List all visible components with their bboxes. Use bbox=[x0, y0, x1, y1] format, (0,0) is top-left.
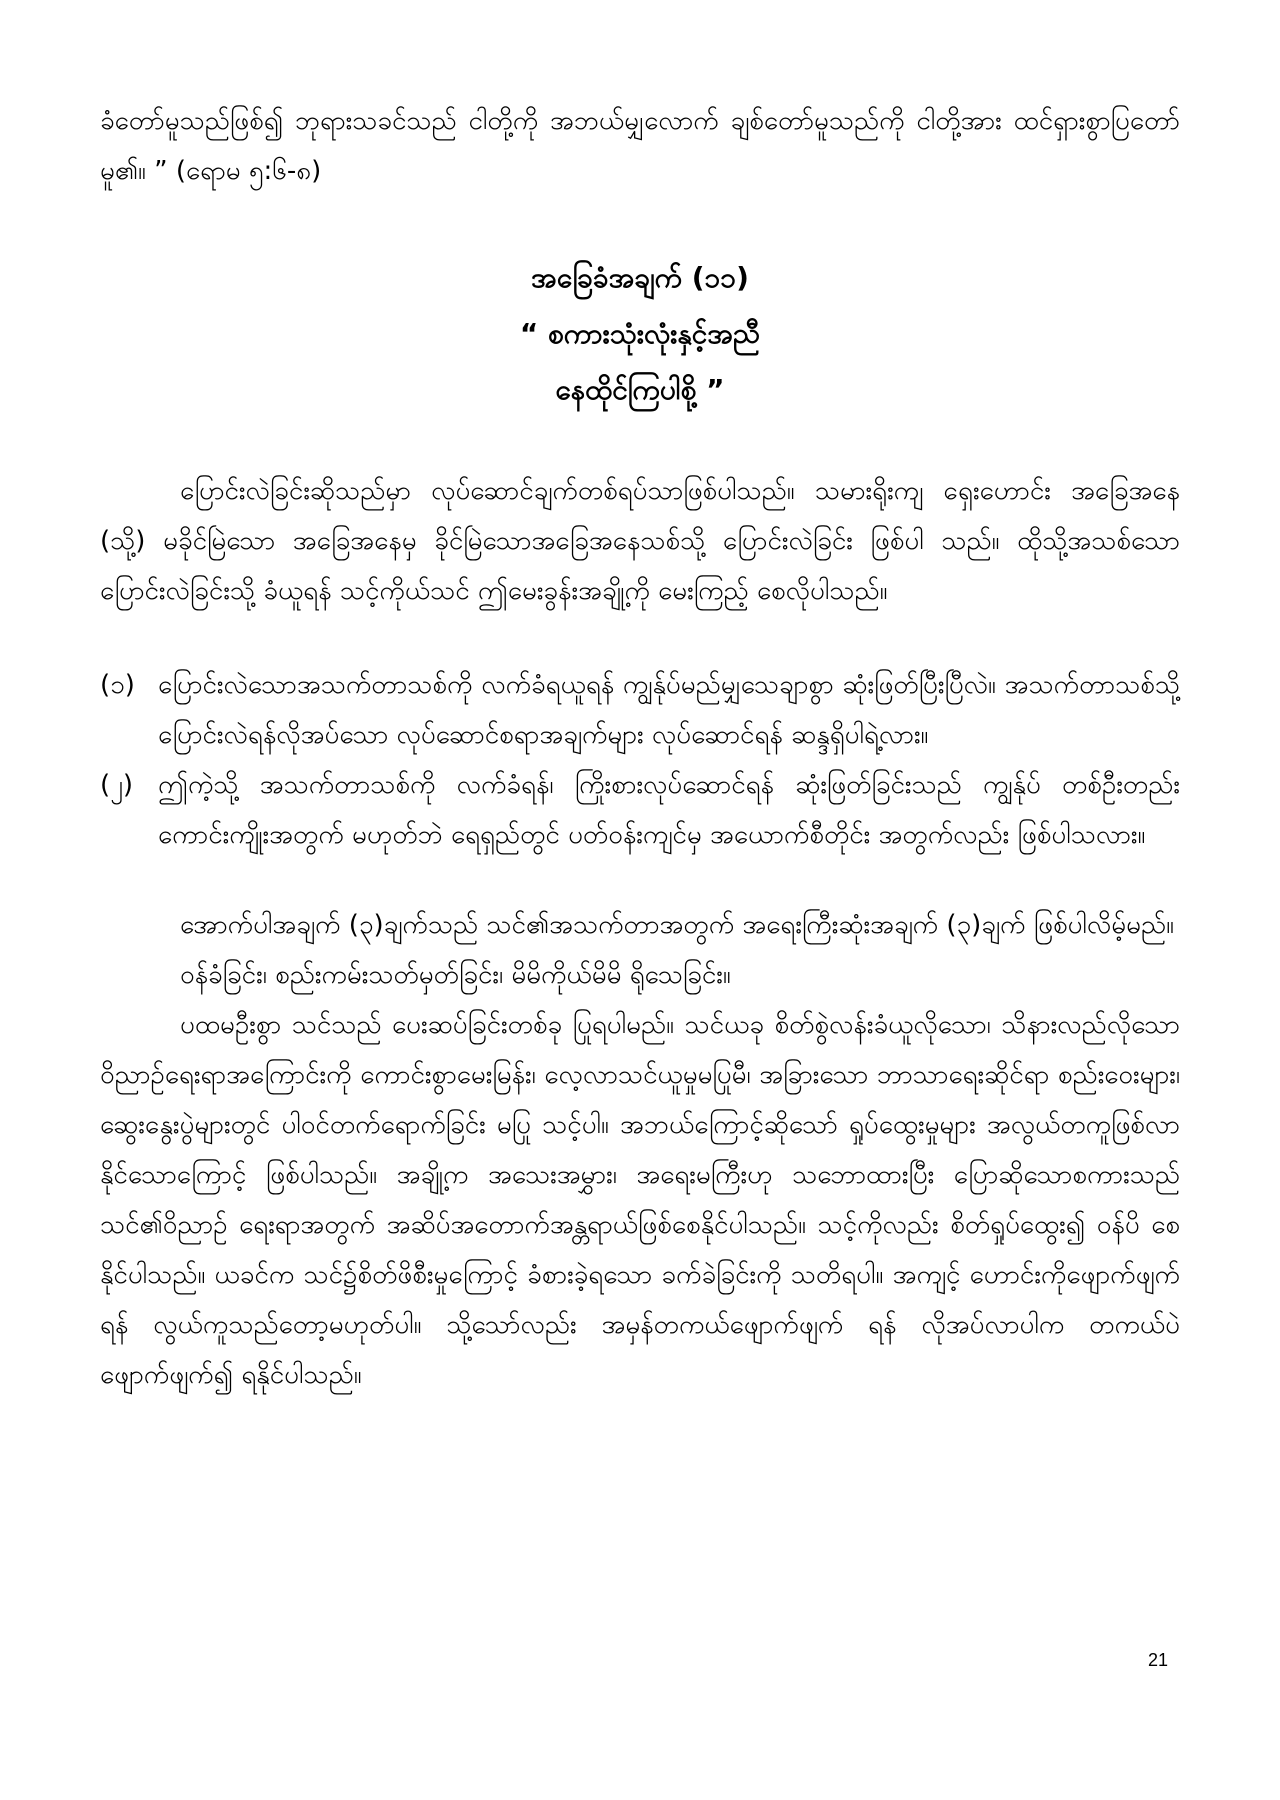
paragraph-first: ပထမဦးစွာ သင်သည် ပေးဆပ်ခြင်းတစ်ခု ပြုရပါမည်။ သင်ယခု စိတ်စွဲလန်းခံယူလိုသော၊ သိနားလည်လိုသော ဝိညာဉ်ရေးရာအကြောင်းကို ကောင်းစွာမေးမြန်း၊ လေ့လာသင်ယူမှုမပြုမီ၊ အခြားသော ဘာသာရေးဆိုင်ရာ စည်းဝေးများ၊ ဆွေးနွေးပွဲများတွင် ပါဝင်တက်ရောက်ခြင်း မပြု သင့်ပါ။ အဘယ်ကြောင့်ဆိုသော် ရှုပ်ထွေးမှုများ အလွယ်တကူဖြစ်လာနိုင်သောကြောင့် ဖြစ်ပါသည်။ အချို့က အသေးအမွှား၊ အရေးမကြီးဟု သဘောထားပြီး ပြောဆိုသောစကားသည် သင်၏ဝိညာဉ် ရေးရာအတွက် အဆိပ်အတောက်အန္တရာယ်ဖြစ်စေနိုင်ပါသည်။ သင့်ကိုလည်း စိတ်ရှုပ်ထွေး၍ ဝန်ပိ စေနိုင်ပါသည်။ ယခင်က သင်၌စိတ်ဖိစီးမှုကြောင့် ခံစားခဲ့ရသော ခက်ခဲခြင်းကို သတိရပါ။ အကျင့် ဟောင်းကိုဖျောက်ဖျက်ရန် လွယ်ကူသည်တော့မဟုတ်ပါ။ သို့သော်လည်း အမှန်တကယ်ဖျောက်ဖျက် ရန် လိုအပ်လာပါက တကယ်ပဲ ဖျောက်ဖျက်၍ ရနိုင်ပါသည်။ bbox=[100, 1010, 1180, 1390]
heading-subtitle-line-2: နေထိုင်ကြပါစို့ ” bbox=[555, 373, 725, 406]
heading-subtitle-line-1: “ စကားသုံးလုံးနှင့်အညီ bbox=[519, 317, 761, 350]
list-item-text: ဤကဲ့သို့ အသက်တာသစ်ကို လက်ခံရန်၊ ကြိုးစားလုပ်ဆောင်ရန် ဆုံးဖြတ်ခြင်းသည် ကျွန်ုပ် တစ်ဦးတည်း ကောင်းကျိုးအတွက် မဟုတ်ဘဲ ရေရှည်တွင် ပတ်ဝန်းကျင်မှ အယောက်စီတိုင်း အတွက်လည်း ဖြစ်ပါသလား။ bbox=[158, 770, 1180, 850]
paragraph-three-points: အောက်ပါအချက် (၃)ချက်သည် သင်၏အသက်တာအတွက် အရေးကြီးဆုံးအချက် (၃)ချက် ဖြစ်ပါလိမ့်မည်။ bbox=[180, 910, 1175, 940]
paragraph-points-list: ဝန်ခံခြင်း၊ စည်းကမ်းသတ်မှတ်ခြင်း၊ မိမိကိုယ်မိမိ ရိုသေခြင်း။ bbox=[180, 960, 731, 990]
intro-paragraph: ခံတော်မူသည်ဖြစ်၍ ဘုရားသခင်သည် ငါတို့ကို အဘယ်မျှလောက် ချစ်တော်မူသည်ကို ငါတို့အား ထင်ရှားစွာပြတော်မူ၏။ ” (ရောမ ၅:၆-၈) bbox=[100, 106, 1180, 186]
list-item bbox=[100, 760, 1180, 860]
list-item-number: (၂) bbox=[100, 770, 134, 800]
paragraph-change: ပြောင်းလဲခြင်းဆိုသည်မှာ လုပ်ဆောင်ချက်တစ်ရပ်သာဖြစ်ပါသည်။ သမားရိုးကျ ရှေးဟောင်း အခြေအနေ (သို့) မခိုင်မြဲသော အခြေအနေမှ ခိုင်မြဲသောအခြေအနေသစ်သို့ ပြောင်းလဲခြင်း ဖြစ်ပါ သည်။ ထိုသို့အသစ်သော ပြောင်းလဲခြင်းသို့ ခံယူရန် သင့်ကိုယ်သင် ဤမေးခွန်းအချို့ကို မေးကြည့် စေလိုပါသည်။ bbox=[100, 476, 1180, 606]
list-item-number: (၁) bbox=[100, 670, 135, 700]
question-list bbox=[100, 660, 1180, 860]
section-heading bbox=[100, 250, 1180, 418]
page-number: 21 bbox=[1147, 1650, 1168, 1670]
page-content bbox=[100, 96, 1180, 1400]
heading-title: အခြေခံအချက် (၁၁) bbox=[531, 261, 749, 294]
list-item bbox=[100, 660, 1180, 760]
list-item-text: ပြောင်းလဲသောအသက်တာသစ်ကို လက်ခံရယူရန် ကျွန်ုပ်မည်မျှသေချာစွာ ဆုံးဖြတ်ပြီးပြီလဲ။ အသက်တာသစ်သို့ ပြောင်းလဲရန်လိုအပ်သော လုပ်ဆောင်စရာအချက်များ လုပ်ဆောင်ရန် ဆန္ဒရှိပါရဲ့လား။ bbox=[158, 670, 1180, 750]
